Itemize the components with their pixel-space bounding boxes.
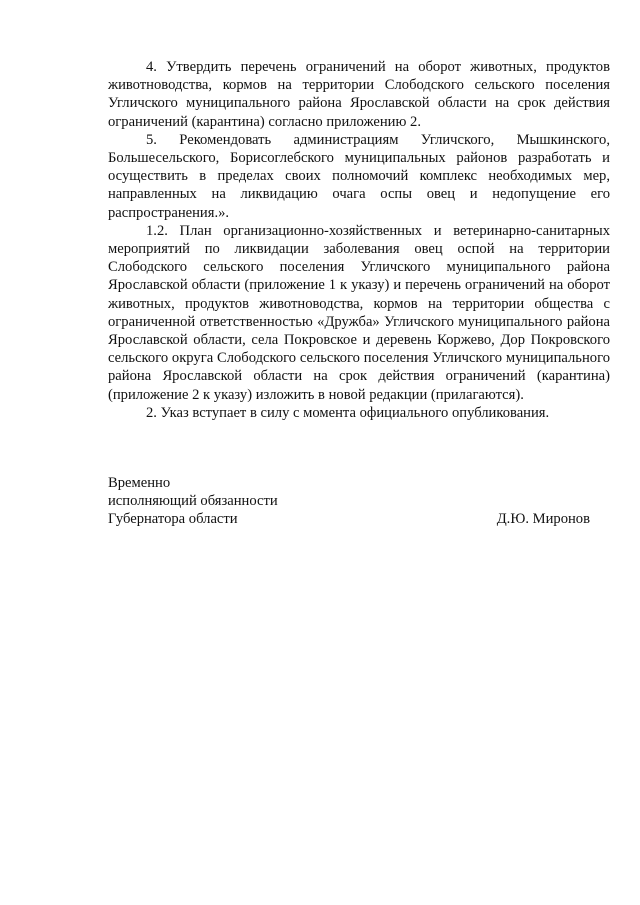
paragraph-item-5: 5. Рекомендовать администрациям Угличского, Мышкинского, Большесельского, Борисоглебского муниципальных районов разработать и осуществить в пределах своих полномочий комплекс необходимых мер, направленных на ликвидацию очага оспы овец и недопущение его распространения.». (108, 131, 610, 221)
paragraph-item-4: 4. Утвердить перечень ограничений на оборот животных, продуктов животноводства, кормов на территории Слободского сельского поселения Угличского муниципального района Ярославской области на срок действия ограничений (карантина) согласно приложению 2. (108, 59, 610, 130)
signature-line-1: Временно (108, 475, 171, 491)
signature-row (108, 510, 590, 528)
document-body (108, 58, 610, 422)
paragraph-2: 2. Указ вступает в силу с момента официального опубликования. (146, 404, 550, 421)
signature-block (108, 474, 590, 529)
signer-position: Губернатора области (108, 511, 238, 528)
signature-line-2: исполняющий обязанности (108, 493, 278, 510)
signer-name: Д.Ю. Миронов (496, 511, 590, 528)
paragraph-1-2: 1.2. План организационно-хозяйственных и ветеринарно-санитарных мероприятий по ликвидации заболевания овец оспой на территории Слободского сельского поселения Угличского муниципального района Ярославской области (приложение 1 к указу) и перечень ограничений на оборот животных, продуктов животноводства, кормов на территории общества с ограниченной ответственностью «Дружба» Угличского муниципального района Ярославской области, села Покровское и деревень Коржево, Дор Покровского сельского округа Слободского сельского поселения Угличского муниципального района Ярославской области на срок действия ограничений (карантина) (приложение 2 к указу) изложить в новой редакции (прилагаются). (108, 222, 610, 403)
